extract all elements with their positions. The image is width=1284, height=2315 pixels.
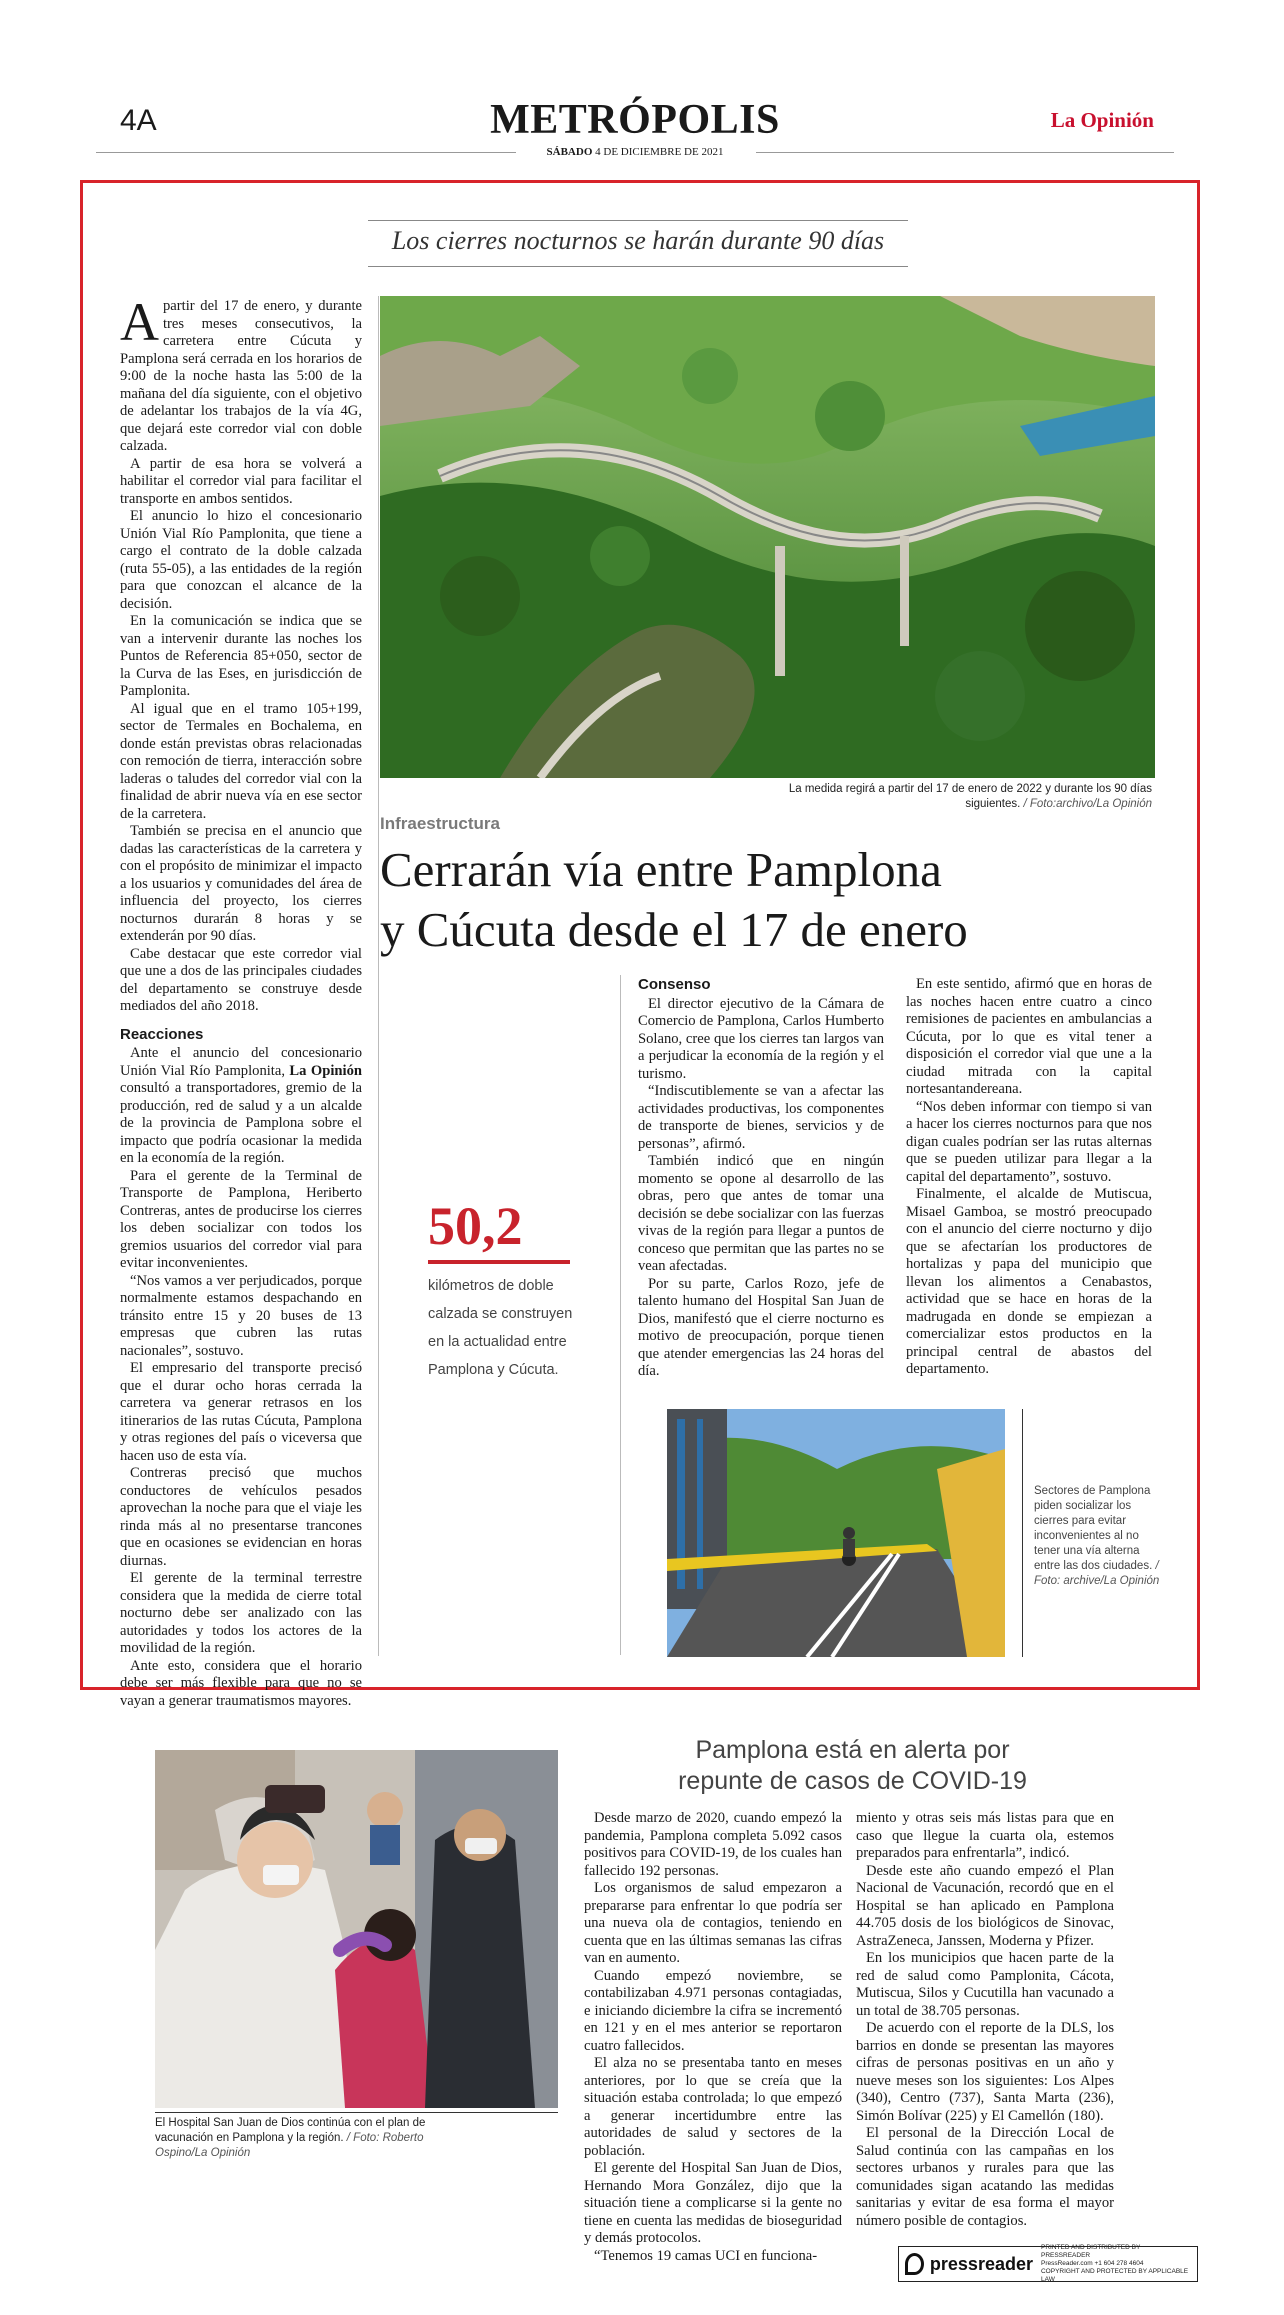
photo-vaccination <box>155 1750 558 2108</box>
category-label: Infraestructura <box>380 814 500 833</box>
headline-line-1: Cerrarán vía entre Pamplona <box>380 842 942 897</box>
page-number: 4A <box>120 104 157 137</box>
paragraph: Cabe destacar que este corredor vial que une a dos de las principales ciudades del departamento se construye desde mediados del año 2018. <box>120 945 362 1014</box>
vaccination-photo-rule <box>155 2112 558 2113</box>
text-run: consultó a transportadores, gremio de la producción, red de salud y a un alcalde de la provincia de Pamplona sobre el impacto que podría ocasionar la medida en la economía de la región. <box>120 1080 362 1166</box>
photo1-credit: / Foto:archivo/La Opinión <box>1023 798 1152 810</box>
paragraph: Cuando empezó noviembre, se contabilizaban 4.971 personas contagiadas, e iniciando diciembre la cifra se incrementó en 121 y en el mes anterior se reportaron cuatro fallecidos. <box>584 1967 842 2054</box>
article1-column1 <box>120 292 362 1710</box>
photo-road <box>667 1409 1005 1657</box>
paragraph: Los organismos de salud empezaron a prepararse para enfrentar lo que podría ser una nueva ola de contagios, teniendo en cuenta que en las últimas semanas las cifras van en aumento. <box>584 1880 842 1966</box>
paragraph: “Nos vamos a ver perjudicados, porque normalmente estamos despachando en tránsito entre 15 y 20 buses de 13 empresas que cubren las rutas nacionales”, sostuvo. <box>120 1272 362 1359</box>
paragraph: El alza no se presentaba tanto en meses anteriores, por lo que se creía que la situación estaba controlada; lo que empezó a generar incertidumbre entre las autoridades de salud y sectores de la población. <box>584 2055 842 2159</box>
paragraph: Por su parte, Carlos Rozo, jefe de talento humano del Hospital San Juan de Dios, manifestó que el cierre nocturno es motivo de preocupación, porque tienen que atender emergencias las 24 horas del día. <box>638 1275 884 1379</box>
viaduct-photo-illustration <box>380 296 1155 778</box>
article1-column3 <box>638 976 884 1381</box>
publication-logo: La Opinión <box>1050 108 1154 132</box>
photo-viaduct <box>380 296 1155 778</box>
pressreader-line1: PRINTED AND DISTRIBUTED BY PRESSREADER <box>1040 2244 1141 2259</box>
paragraph: Desde marzo de 2020, cuando empezó la pandemia, Pamplona completa 5.092 casos positivos para COVID-19, de los cuales han fallecido 192 personas. <box>584 1810 842 1879</box>
photo2-credit: / Foto: archive/La Opinión <box>1034 1560 1160 1587</box>
stat-text: kilómetros de doble calzada se construyen en la actualidad entre Pamplona y Cúcuta. <box>428 1278 573 1378</box>
photo1-caption <box>760 782 1152 812</box>
pressreader-badge <box>898 2246 1198 2282</box>
paragraph: También indicó que en ningún momento se opone al desarrollo de las obras, pero que antes de tomar una decisión se debe socializar con las fuerzas vivas de la región para llegar a puntos de conceso que permitan que las partes no se vean afectadas. <box>638 1153 884 1274</box>
paragraph: Contreras precisó que muchos conductores de vehículos pesados aprovechan la noche para que el viaje les rinda más al no presentarse trancones que en ocasiones se evidencian en horas diurnas. <box>120 1465 362 1569</box>
paragraph: También se precisa en el anuncio que dadas las características de la carretera y con el propósito de minimizar el impacto a los usuarios y comunidades del área de influencia del proyecto, los cierres nocturnos durarán 8 horas y se extenderán por 90 días. <box>120 823 362 944</box>
paragraph: Desde este año cuando empezó el Plan Nacional de Vacunación, recordó que en el Hospital se han aplicado en Pamplona 44.705 dosis de los biológicos de Sinovac, AstraZeneca, Janssen, Moderna y Pfizer. <box>856 1862 1114 1949</box>
pressreader-icon <box>905 2253 924 2275</box>
paragraph: El empresario del transporte precisó que el durar ocho horas cerrada la carretera va generar retrasos en los itinerarios de las rutas Cúcuta, Pamplona y otras regiones del país o viceversa que hacen uso de esta vía. <box>120 1360 362 1464</box>
paragraph: “Tenemos 19 camas UCI en funciona- <box>594 2247 818 2264</box>
kicker-rule-bottom <box>368 266 908 267</box>
paragraph: En este sentido, afirmó que en horas de las noches hacen entre cuatro a cinco remisiones de pacientes en ambulancias a Cúcuta, por lo que es vital tener a disposición el corredor vial que une a la ciudad mitrada con la capital nortesantandereana. <box>906 976 1152 1097</box>
caption-divider <box>1022 1409 1023 1657</box>
article2-photo-caption <box>155 2116 455 2161</box>
issue-date <box>96 146 1174 158</box>
date-day: SÁBADO <box>546 146 593 158</box>
article2-headline-line-1: Pamplona está en alerta por <box>695 1736 1010 1764</box>
photo2-caption-text: Sectores de Pamplona piden socializar los cierres para evitar inconvenientes al no tener una vía alterna entre las dos ciudades. <box>1034 1485 1153 1572</box>
stat-number: 50,2 <box>428 1196 523 1256</box>
paragraph: partir del 17 de enero, y durante tres meses consecutivos, la carretera entre Cúcuta y Pamplona será cerrada en los horarios de 9:00 de la noche hasta las 5:00 de la mañana del día siguiente, con el objetivo de adelantar los trabajos de la vía 4G, que dejará este corredor vial con doble calzada. <box>120 298 362 454</box>
headline-line-2: y Cúcuta desde el 17 de enero <box>380 902 968 957</box>
paragraph: El anuncio lo hizo el concesionario Unión Vial Río Pamplonita, que tiene a cargo el contrato de la doble calzada (ruta 55-05), a las entidades de la región para que conozcan el alcance de la decisión. <box>120 508 362 612</box>
paragraph: “Indiscutiblemente se van a afectar las actividades productivas, los componentes de transporte de bienes, servicios y de personas”, afirmó. <box>638 1083 884 1152</box>
paragraph: El gerente del Hospital San Juan de Dios, Hernando Mora González, dijo que la situación tiene a complicarse si la gente no tiene en cuenta las medidas de bioseguridad y demás protocolos. <box>584 2160 842 2246</box>
date-rest: 4 DE DICIEMBRE DE 2021 <box>595 146 724 158</box>
pressreader-line2: PressReader.com +1 604 278 4604 <box>1040 2260 1144 2267</box>
paragraph: El director ejecutivo de la Cámara de Comercio de Pamplona, Carlos Humberto Solano, cree que los cierres tan largos van a perjudicar la economía de la región y el turismo. <box>638 995 884 1082</box>
paragraph: Al igual que en el tramo 105+199, sector de Termales en Bochalema, en donde están previstas obras relacionadas con remoción de tierra, interacción sobre laderas o taludes del corredor vial con la finalidad de abrir nueva vía en ese sector de la carretera. <box>120 700 362 822</box>
kicker-rule-top <box>368 220 908 221</box>
photo1-caption-text: La medida regirá a partir del 17 de enero de 2022 y durante los 90 días siguientes. <box>788 783 1152 810</box>
article1-column4 <box>906 976 1152 1379</box>
main-headline <box>380 840 1160 960</box>
paragraph: Ante esto, considera que el horario debe ser más flexible para que no se vayan a generar traumatismos mayores. <box>120 1657 362 1709</box>
article2-headline <box>580 1735 1125 1797</box>
text-run: Ante el anuncio del concesionario Unión Vial Río Pamplonita, <box>120 1045 362 1079</box>
kicker-headline: Los cierres nocturnos se harán durante 90 días <box>391 226 885 255</box>
column-divider <box>620 975 621 1655</box>
article2-column1 <box>584 1810 842 2265</box>
section-title: METRÓPOLIS <box>490 97 780 143</box>
page-header <box>96 96 1174 162</box>
article2-headline-line-2: repunte de casos de COVID-19 <box>678 1767 1027 1795</box>
paragraph: “Nos deben informar con tiempo si van a hacer los cierres nocturnos para que nos digan cuales podrían ser las rutas alternas que se pueden utilizar para llegar a la capital del departamento”, sostuvo. <box>906 1098 1152 1185</box>
road-photo-illustration <box>667 1409 1005 1657</box>
paragraph: El personal de la Dirección Local de Salud continúa con las campañas en los sectores urbanos y rurales para que las comunidades sigan acatando las medidas sanitarias y evitar de esa forma el mayor número posible de contagios. <box>856 2125 1114 2229</box>
photo2-caption <box>1034 1484 1164 1589</box>
paragraph: El gerente de la terminal terrestre considera que la medida de cierre total nocturno debe ser analizado con las autoridades y todos los actores de la movilidad de la región. <box>120 1570 362 1656</box>
paragraph: En los municipios que hacen parte de la red de salud como Pamplonita, Cácota, Mutiscua, Silos y Cucutilla han vacunado a un total de 38.705 personas. <box>856 1950 1114 2019</box>
article2-credit: / Foto: Roberto Ospino/La Opinión <box>155 2132 424 2159</box>
pressreader-line3: COPYRIGHT AND PROTECTED BY APPLICABLE LAW <box>1040 2268 1189 2283</box>
paragraph: Finalmente, el alcalde de Mutiscua, Misael Gamboa, se mostró preocupado con el anuncio del cierre nocturno y dijo que se afectarían los productores de hortalizas y papa del municipio que llevan los alimentos a Cenabastos, actividad que se hace en horas de la madrugada en donde se empiezan a comercializar estos productos en la principal central de abastos del departamento. <box>906 1186 1152 1377</box>
article2-caption-text: El Hospital San Juan de Dios continúa con el plan de vacunación en Pamplona y la región. <box>155 2117 426 2144</box>
paragraph <box>120 1045 362 1168</box>
stat-underline <box>428 1260 570 1264</box>
subhead-reacciones: Reacciones <box>120 1025 204 1043</box>
pressreader-legal <box>1041 2244 1191 2284</box>
article2-column2 <box>856 1810 1114 2230</box>
vaccination-photo-illustration <box>155 1750 558 2108</box>
dropcap: A <box>120 292 159 352</box>
paragraph: Para el gerente de la Terminal de Transporte de Pamplona, Heriberto Contreras, antes de producirse los cierres los deben socializar con todos los gremios usuarios del corredor vial para evitar inconvenientes. <box>120 1167 362 1271</box>
subhead-consenso: Consenso <box>638 976 711 993</box>
paragraph: A partir de esa hora se volverá a habilitar el corredor vial para facilitar el transporte en ambos sentidos. <box>120 455 362 507</box>
pressreader-brand: pressreader <box>929 2253 1033 2274</box>
text-run-bold: La Opinión <box>289 1062 362 1079</box>
paragraph: miento y otras seis más listas para que en caso que llegue la cuarta ola, estemos preparados para enfrentarla”, indicó. <box>856 1810 1114 1861</box>
column-divider <box>378 296 379 1656</box>
paragraph: En la comunicación se indica que se van a intervenir durante las noches los Puntos de Referencia 85+050, sector de la Curva de las Eses, en jurisdicción de Pamplonita. <box>120 613 362 699</box>
paragraph: De acuerdo con el reporte de la DLS, los barrios en donde se presentan las mayores cifras de personas positivas en un año y nueve meses son los siguientes: Los Alpes (340), Centro (737), Santa Marta (236), Simón Bolívar (225) y El Camellón (180). <box>856 2020 1114 2124</box>
